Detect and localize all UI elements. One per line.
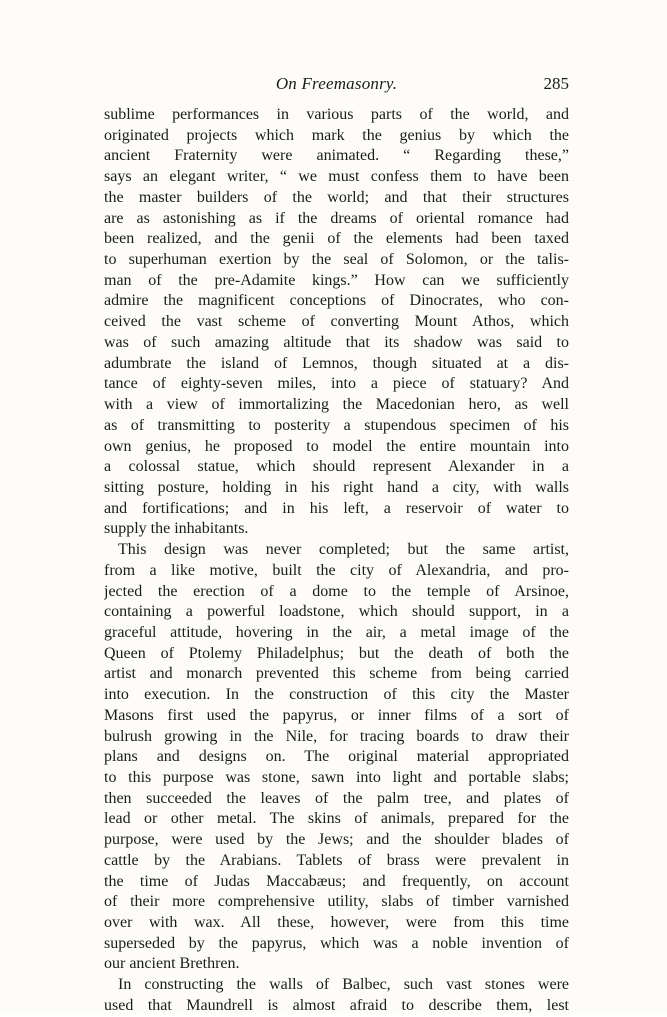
text-line: admire the magnificent conceptions of Dinocrates, who con- xyxy=(104,292,569,310)
text-line: jected the erection of a dome to the temple of Arsinoe, xyxy=(104,582,569,600)
paragraph xyxy=(104,975,569,1016)
text-line: purpose, were used by the Jews; and the shoulder blades of xyxy=(104,831,569,849)
page-number: 285 xyxy=(543,74,569,93)
text-line: as of transmitting to posterity a stupendous specimen of his xyxy=(104,416,569,434)
text-line: containing a powerful loadstone, which should support, in a xyxy=(104,603,569,621)
text-line: cattle by the Arabians. Tablets of brass were prevalent in xyxy=(104,851,569,869)
text-line: originated projects which mark the genius by which the xyxy=(104,126,569,144)
paragraph xyxy=(104,105,569,540)
text-line: and fortifications; and in his left, a reservoir of water to xyxy=(104,499,569,517)
text-line: into execution. In the construction of this city the Master xyxy=(104,686,569,704)
text-line: Masons first used the papyrus, or inner films of a sort of xyxy=(104,706,569,724)
text-line: own genius, he proposed to model the entire mountain into xyxy=(104,437,569,455)
text-line: says an elegant writer, “ we must confess them to have been xyxy=(104,168,569,186)
text-line: of their more comprehensive utility, slabs of timber varnished xyxy=(104,893,569,911)
text-line: over with wax. All these, however, were from this time xyxy=(104,914,569,932)
text-line: to this purpose was stone, sawn into light and portable slabs; xyxy=(104,769,569,786)
text-line: used that Maundrell is almost afraid to describe them, lest xyxy=(104,996,569,1014)
text-line: been realized, and the genii of the elements had been taxed xyxy=(104,230,569,248)
text-line: In constructing the walls of Balbec, such vast stones were xyxy=(118,976,569,994)
text-line: plans and designs on. The original material appropriated xyxy=(104,748,569,766)
text-line: ancient Fraternity were animated. “ Regarding these,” xyxy=(104,147,569,165)
text-line: a colossal statue, which should represent Alexander in a xyxy=(104,458,569,476)
text-line: sublime performances in various parts of the world, and xyxy=(104,106,569,123)
text-line: superseded by the papyrus, which was a noble invention of xyxy=(104,934,569,952)
text-line: then succeeded the leaves of the palm tree, and plates of xyxy=(104,789,569,807)
text-line: with a view of immortalizing the Macedonian hero, as well xyxy=(104,396,569,414)
text-line: adumbrate the island of Lemnos, though situated at a dis- xyxy=(104,354,569,372)
text-line: This design was never completed; but the same artist, xyxy=(118,541,569,559)
text-line: was of such amazing altitude that its shadow was said to xyxy=(104,333,569,351)
text-line: artist and monarch prevented this scheme from being carried xyxy=(104,665,569,683)
text-line: tance of eighty-seven miles, into a piece of statuary? And xyxy=(104,375,569,393)
text-line: bulrush growing in the Nile, for tracing boards to draw their xyxy=(104,727,569,745)
text-line: sitting posture, holding in his right hand a city, with walls xyxy=(104,478,569,496)
text-line: our ancient Brethren. xyxy=(104,955,240,973)
text-line: are as astonishing as if the dreams of oriental romance had xyxy=(104,209,569,227)
text-line: ceived the vast scheme of converting Mount Athos, which xyxy=(104,313,569,331)
text-line: the master builders of the world; and that their structures xyxy=(104,188,569,206)
text-line: to superhuman exertion by the seal of Solomon, or the talis- xyxy=(104,251,569,269)
text-line: man of the pre-Adamite kings.” How can we sufficiently xyxy=(104,271,569,289)
text-line: supply the inhabitants. xyxy=(104,520,249,538)
text-line: Queen of Ptolemy Philadelphus; but the death of both the xyxy=(104,644,569,662)
text-line: the time of Judas Maccabæus; and frequently, on account xyxy=(104,872,569,890)
text-line: from a like motive, built the city of Alexandria, and pro- xyxy=(104,561,569,579)
text-line: graceful attitude, hovering in the air, a metal image of the xyxy=(104,623,569,641)
text-line: lead or other metal. The skins of animals, prepared for the xyxy=(104,810,569,828)
paragraph xyxy=(104,540,569,975)
body-text xyxy=(104,105,569,1017)
page-header xyxy=(104,74,569,98)
running-title: On Freemasonry. xyxy=(275,74,398,93)
